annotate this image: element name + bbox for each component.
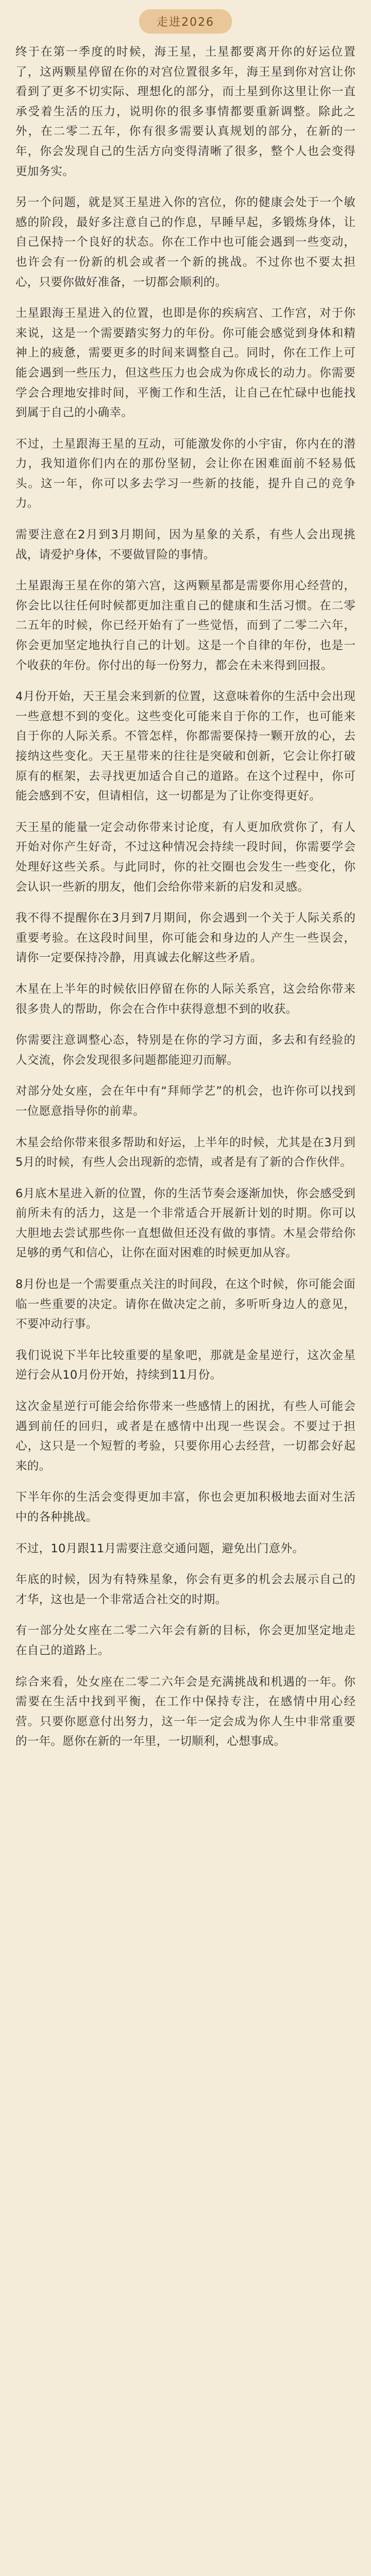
paragraph: 年底的时候，因为有特殊星象，你会有更多的机会去展示自己的才华，这也是一个非常适合社交的时期。 [15, 1573, 356, 1606]
paragraph: 有一部分处女座在二零二六年会有新的目标，你会更加坚定地走在自己的道路上。 [15, 1624, 356, 1657]
paragraph: 4月份开始，天王星会来到新的位置，这意味着你的生活中会出现一些意想不到的变化。这些变化可能来自于你的工作，也可能来自于你的人际关系。不管怎样，你都需要保持一颗开放的心，去接纳这些变化。天王星带来的往往是突破和创新，它会让你打破原有的框架，去寻找更加适合自己的道路。在这个过程中，你可能会感到不安，但请相信，这一切都是为了让你变得更好。 [15, 690, 356, 803]
paragraph: 8月份也是一个需要重点关注的时间段，在这个时候，你可能会面临一些重要的决定。请你在做决定之前，多听听身边人的意见，不要冲动行事。 [15, 1278, 356, 1331]
paragraph: 综合来看，处女座在二零二六年会是充满挑战和机遇的一年。你需要在生活中找到平衡，在工作中保持专注，在感情中用心经营。只要你愿意付出努力，这一年一定会成为你人生中非常重要的一年。愿你在新的一年里，一切顺利，心想事成。 [15, 1675, 356, 1749]
title-section [15, 0, 356, 42]
paragraph: 我不得不提醒你在3月到7月期间，你会遇到一个关于人际关系的重要考验。在这段时间里，你可能会和身边的人产生一些误会，请你一定要保持冷静，用真诚去化解这些矛盾。 [15, 911, 356, 965]
paragraph: 另一个问题，就是冥王星进入你的宫位，你的健康会处于一个敏感的阶段，最好多注意自己的作息，早睡早起，多锻炼身体，让自己保持一个良好的状态。你在工作中也可能会遇到一些变动，也许会有一份新的机会或者一个新的挑战。不过你也不要太担心，只要你做好准备，一切都会顺利的。 [15, 196, 356, 289]
paragraph: 对部分处女座，会在年中有“拜师学艺”的机会，也许你可以找到一位愿意指导你的前辈。 [15, 1084, 356, 1118]
paragraph: 你需要注意调整心态，特别是在你的学习方面，多去和有经验的人交流，你会发现很多问题都能迎刃而解。 [15, 1033, 356, 1067]
paragraph: 6月底木星进入新的位置，你的生活节奏会逐渐加快，你会感受到前所未有的活力，这是一个非常适合开展新计划的时期。你可以大胆地去尝试那些你一直想做但还没有做的事情。木星会带给你足够的勇气和信心，让你在面对困难的时候更加从容。 [15, 1187, 356, 1260]
paragraph: 木星会给你带来很多帮助和好运，上半年的时候，尤其是在3月到5月的时候，有些人会出现新的恋情，或者是有了新的合作伙伴。 [15, 1136, 356, 1170]
paragraph: 土星跟海王星进入的位置，也即是你的疾病宫、工作宫，对于你来说，这是一个需要踏实努力的年份。你可能会感觉到身体和精神上的疲惫，需要更多的时间来调整自己。同时，你在工作上可能会遇到一些压力，但这些压力也会成为你成长的动力。你需要学会合理地安排时间，平衡工作和生活，让自己在忙碌中也能找到属于自己的小确幸。 [15, 307, 356, 420]
article-body [15, 42, 356, 1752]
paragraph: 天王星的能量一定会动你带来讨论度，有人更加欣赏你了，有人开始对你产生好奇，不过这种情况会持续一段时间，你需要学会处理好这些关系。与此同时，你的社交圈也会发生一些变化，你会认识一些新的朋友，他们会给你带来新的启发和灵感。 [15, 820, 356, 894]
paragraph: 木星在上半年的时候依旧停留在你的人际关系宫，这会给你带来很多贵人的帮助，你会在合作中获得意想不到的收获。 [15, 982, 356, 1016]
page-title: 走进2026 [139, 9, 232, 33]
paragraph: 不过，10月跟11月需要注意交通问题，避免出门意外。 [15, 1541, 305, 1555]
paragraph: 我们说说下半年比较重要的星象吧，那就是金星逆行，这次金星逆行会从10月份开始，持续到11月份。 [15, 1348, 356, 1382]
paragraph: 终于在第一季度的时候，海王星，土星都要离开你的好运位置了，这两颗星停留在你的对宫位置很多年，海王星到你对宫让你看到了更多不切实际、理想化的部分，而土星到你这里让你一直承受着生活的压力，说明你的很多事情都要重新调整。除此之外，在二零二五年，你有很多需要认真规划的部分，在新的一年，你会发现自己的生活方向变得清晰了很多，整个人也会变得更加务实。 [15, 45, 356, 178]
paragraph: 土星跟海王星在你的第六宫，这两颗星都是需要你用心经营的，你会比以往任何时候都更加注重自己的健康和生活习惯。在二零二五年的时候，你已经开始有了一些觉悟，而到了二零二六年，你会更加坚定地执行自己的计划。这是一个自律的年份，也是一个收获的年份。你付出的每一份努力，都会在未来得到回报。 [15, 579, 356, 672]
paragraph: 需要注意在2月到3月期间，因为星象的关系，有些人会出现挑战，请爱护身体，不要做冒险的事情。 [15, 528, 356, 562]
paragraph: 下半年你的生活会变得更加丰富，你也会更加积极地去面对生活中的各种挑战。 [15, 1490, 356, 1524]
paragraph: 不过，土星跟海王星的互动，可能激发你的小宇宙，你内在的潜力，我知道你们内在的那份坚韧，会让你在困难面前不轻易低头。这一年，你可以多去学习一些新的技能，提升自己的竞争力。 [15, 437, 356, 511]
paragraph: 这次金星逆行可能会给你带来一些感情上的困扰，有些人可能会遇到前任的回归，或者是在感情中出现一些误会。不要过于担心，这只是一个短暂的考验，只要你用心去经营，一切都会好起来的。 [15, 1400, 356, 1473]
